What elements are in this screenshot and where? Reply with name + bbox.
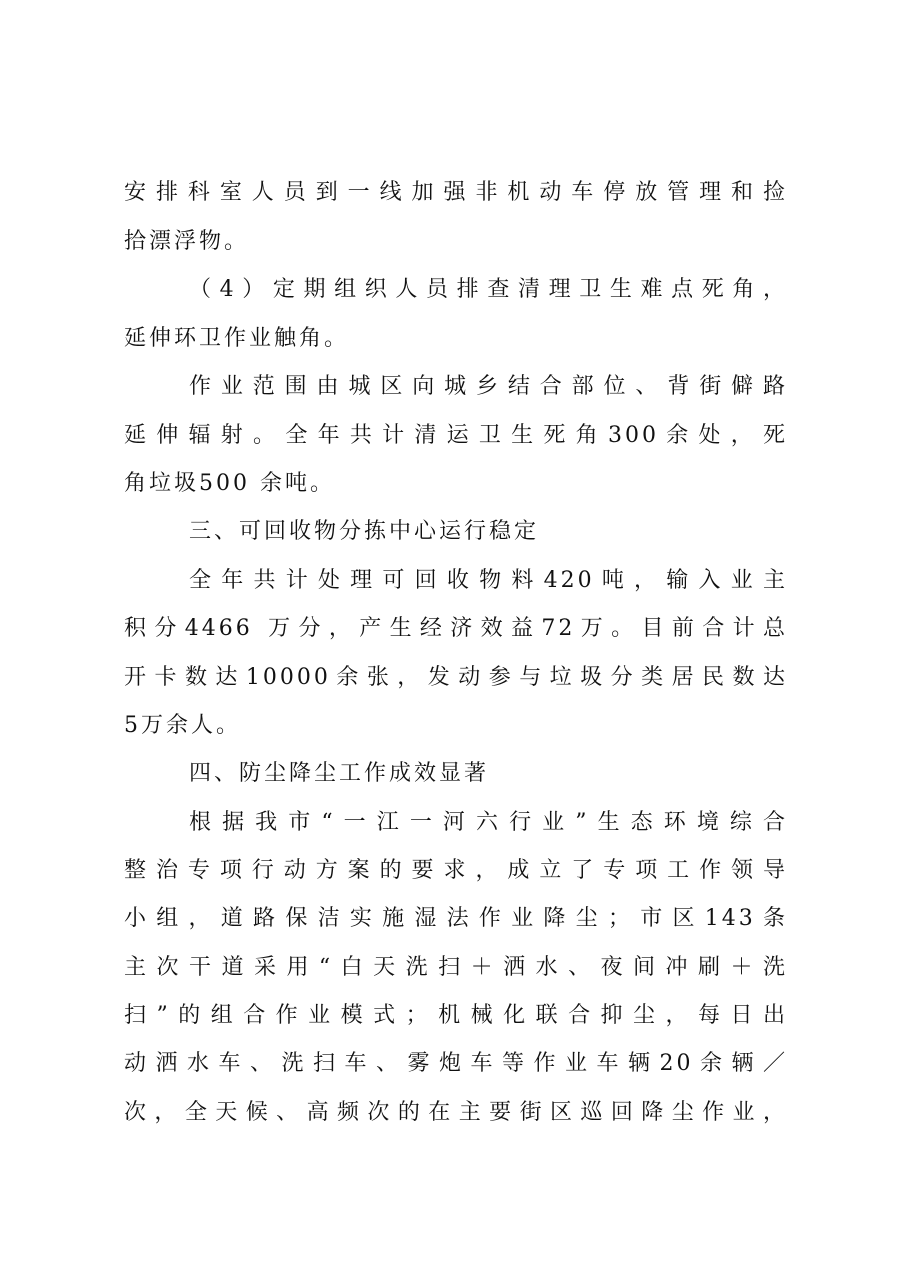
paragraph-line: 开卡数达10000余张，发动参与垃圾分类居民数达 bbox=[124, 665, 788, 690]
paragraph-line: 全年共计处理可回收物料420吨，输入业主 bbox=[189, 568, 788, 593]
paragraph-line: 积分4466 万分，产生经济效益72万。目前合计总 bbox=[124, 616, 788, 641]
paragraph-line: 小组，道路保洁实施湿法作业降尘；市区143条 bbox=[124, 906, 788, 931]
paragraph-line: 次，全天候、高频次的在主要街区巡回降尘作业， bbox=[124, 1100, 788, 1125]
paragraph-line: （4）定期组织人员排查清理卫生难点死角， bbox=[189, 277, 788, 302]
paragraph-line: 主次干道采用“白天洗扫＋洒水、夜间冲刷＋洗 bbox=[124, 955, 788, 980]
paragraph-line: 扫”的组合作业模式；机械化联合抑尘，每日出 bbox=[124, 1003, 788, 1028]
paragraph-line: 角垃圾500 余吨。 bbox=[124, 471, 335, 496]
paragraph-line: 根据我市“一江一河六行业”生态环境综合 bbox=[189, 810, 788, 835]
paragraph-line: 5万余人。 bbox=[124, 713, 241, 738]
paragraph-line: 安排科室人员到一线加强非机动车停放管理和捡 bbox=[124, 180, 788, 205]
paragraph-line: 延伸环卫作业触角。 bbox=[124, 326, 350, 351]
paragraph-line: 拾漂浮物。 bbox=[124, 229, 250, 254]
paragraph-line: 整治专项行动方案的要求，成立了专项工作领导 bbox=[124, 858, 788, 883]
section-heading: 四、防尘降尘工作成效显著 bbox=[189, 761, 490, 786]
paragraph-line: 作业范围由城区向城乡结合部位、背街僻路 bbox=[189, 374, 788, 399]
section-heading: 三、可回收物分拣中心运行稳定 bbox=[189, 519, 540, 544]
paragraph-line: 动洒水车、洗扫车、雾炮车等作业车辆20余辆／ bbox=[124, 1051, 788, 1076]
paragraph-line: 延伸辐射。全年共计清运卫生死角300余处，死 bbox=[124, 423, 788, 448]
